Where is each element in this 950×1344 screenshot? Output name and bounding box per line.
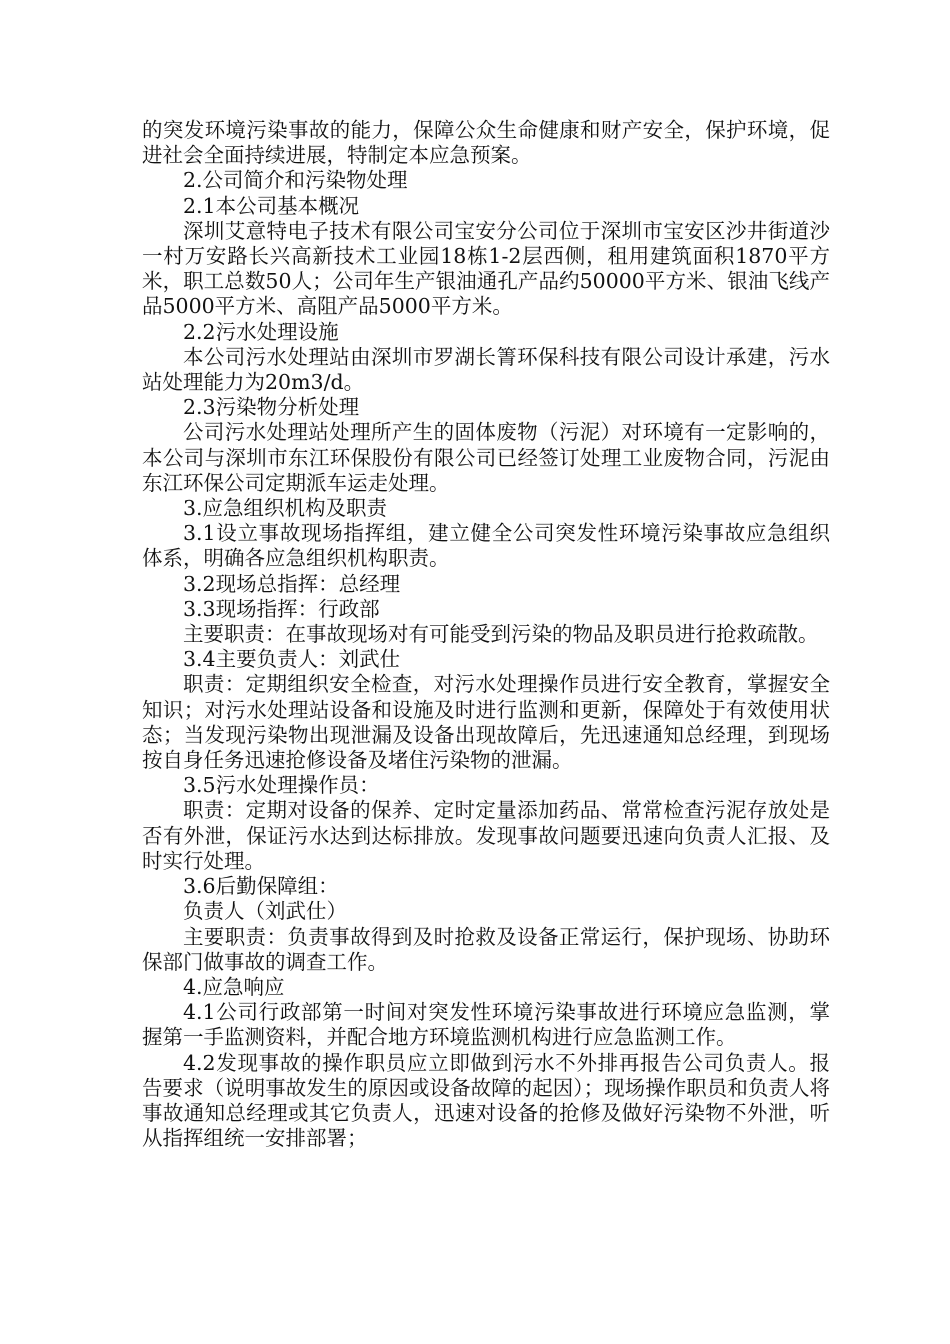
document-body [142,118,830,1151]
paragraph: 主要职责：负责事故得到及时抢救及设备正常运行，保护现场、协助环保部门做事故的调查工作。 [142,924,830,974]
paragraph: 负责人（刘武仕） [183,899,347,924]
paragraph: 3.4主要负责人：刘武仕 [183,647,401,672]
paragraph: 4.1公司行政部第一时间对突发性环境污染事故进行环境应急监测，掌握第一手监测资料，并配合地方环境监测机构进行应急监测工作。 [142,1000,830,1050]
paragraph: 深圳艾意特电子技术有限公司宝安分公司位于深圳市宝安区沙井街道沙一村万安路长兴高新技术工业园18栋1-2层西侧，租用建筑面积1870平方米，职工总数50人；公司年生产银油通孔产品约50000平方米、银油飞线产品5000平方米、高阻产品5000平方米。 [142,218,830,319]
paragraph: 主要职责：在事故现场对有可能受到污染的物品及职员进行抢救疏散。 [183,622,819,647]
paragraph: 4.2发现事故的操作职员应立即做到污水不外排再报告公司负责人。报告要求（说明事故发生的原因或设备故障的起因）；现场操作职员和负责人将事故通知总经理或其它负责人，迅速对设备的抢修及做好污染物不外泄，听从指挥组统一安排部署； [142,1050,830,1151]
subsection-heading: 2.1本公司基本概况 [183,193,360,218]
paragraph: 职责：定期组织安全检查，对污水处理操作员进行安全教育，掌握安全知识；对污水处理站设备和设施及时进行监测和更新，保障处于有效使用状态；当发现污染物出现泄漏及设备出现故障后，先迅速通知总经理，到现场按自身任务迅速抢修设备及堵住污染物的泄漏。 [142,672,830,773]
subsection-heading: 2.2污水处理设施 [183,319,339,344]
paragraph: 3.1设立事故现场指挥组，建立健全公司突发性环境污染事故应急组织体系，明确各应急组织机构职责。 [142,521,830,571]
section-heading: 2.公司简介和污染物处理 [183,168,408,193]
section-heading: 3.应急组织机构及职责 [183,496,388,521]
subsection-heading: 2.3污染物分析处理 [183,395,360,420]
paragraph: 3.5污水处理操作员： [183,773,380,798]
paragraph: 本公司污水处理站由深圳市罗湖长箐环保科技有限公司设计承建，污水站处理能力为20m3/d。 [142,344,830,395]
paragraph: 职责：定期对设备的保养、定时定量添加药品、常常检查污泥存放处是否有外泄，保证污水达到达标排放。发现事故问题要迅速向负责人汇报、及时实行处理。 [142,798,830,873]
paragraph: 的突发环境污染事故的能力，保障公众生命健康和财产安全，保护环境，促进社会全面持续进展，特制定本应急预案。 [142,118,830,168]
paragraph: 3.3现场指挥：行政部 [183,596,380,621]
section-heading: 4.应急响应 [183,974,285,999]
paragraph: 3.6后勤保障组： [183,874,339,899]
paragraph: 公司污水处理站处理所产生的固体废物（污泥）对环境有一定影响的，本公司与深圳市东江环保股份有限公司已经签订处理工业废物合同，污泥由东江环保公司定期派车运走处理。 [142,420,830,495]
paragraph: 3.2现场总指挥：总经理 [183,571,401,596]
